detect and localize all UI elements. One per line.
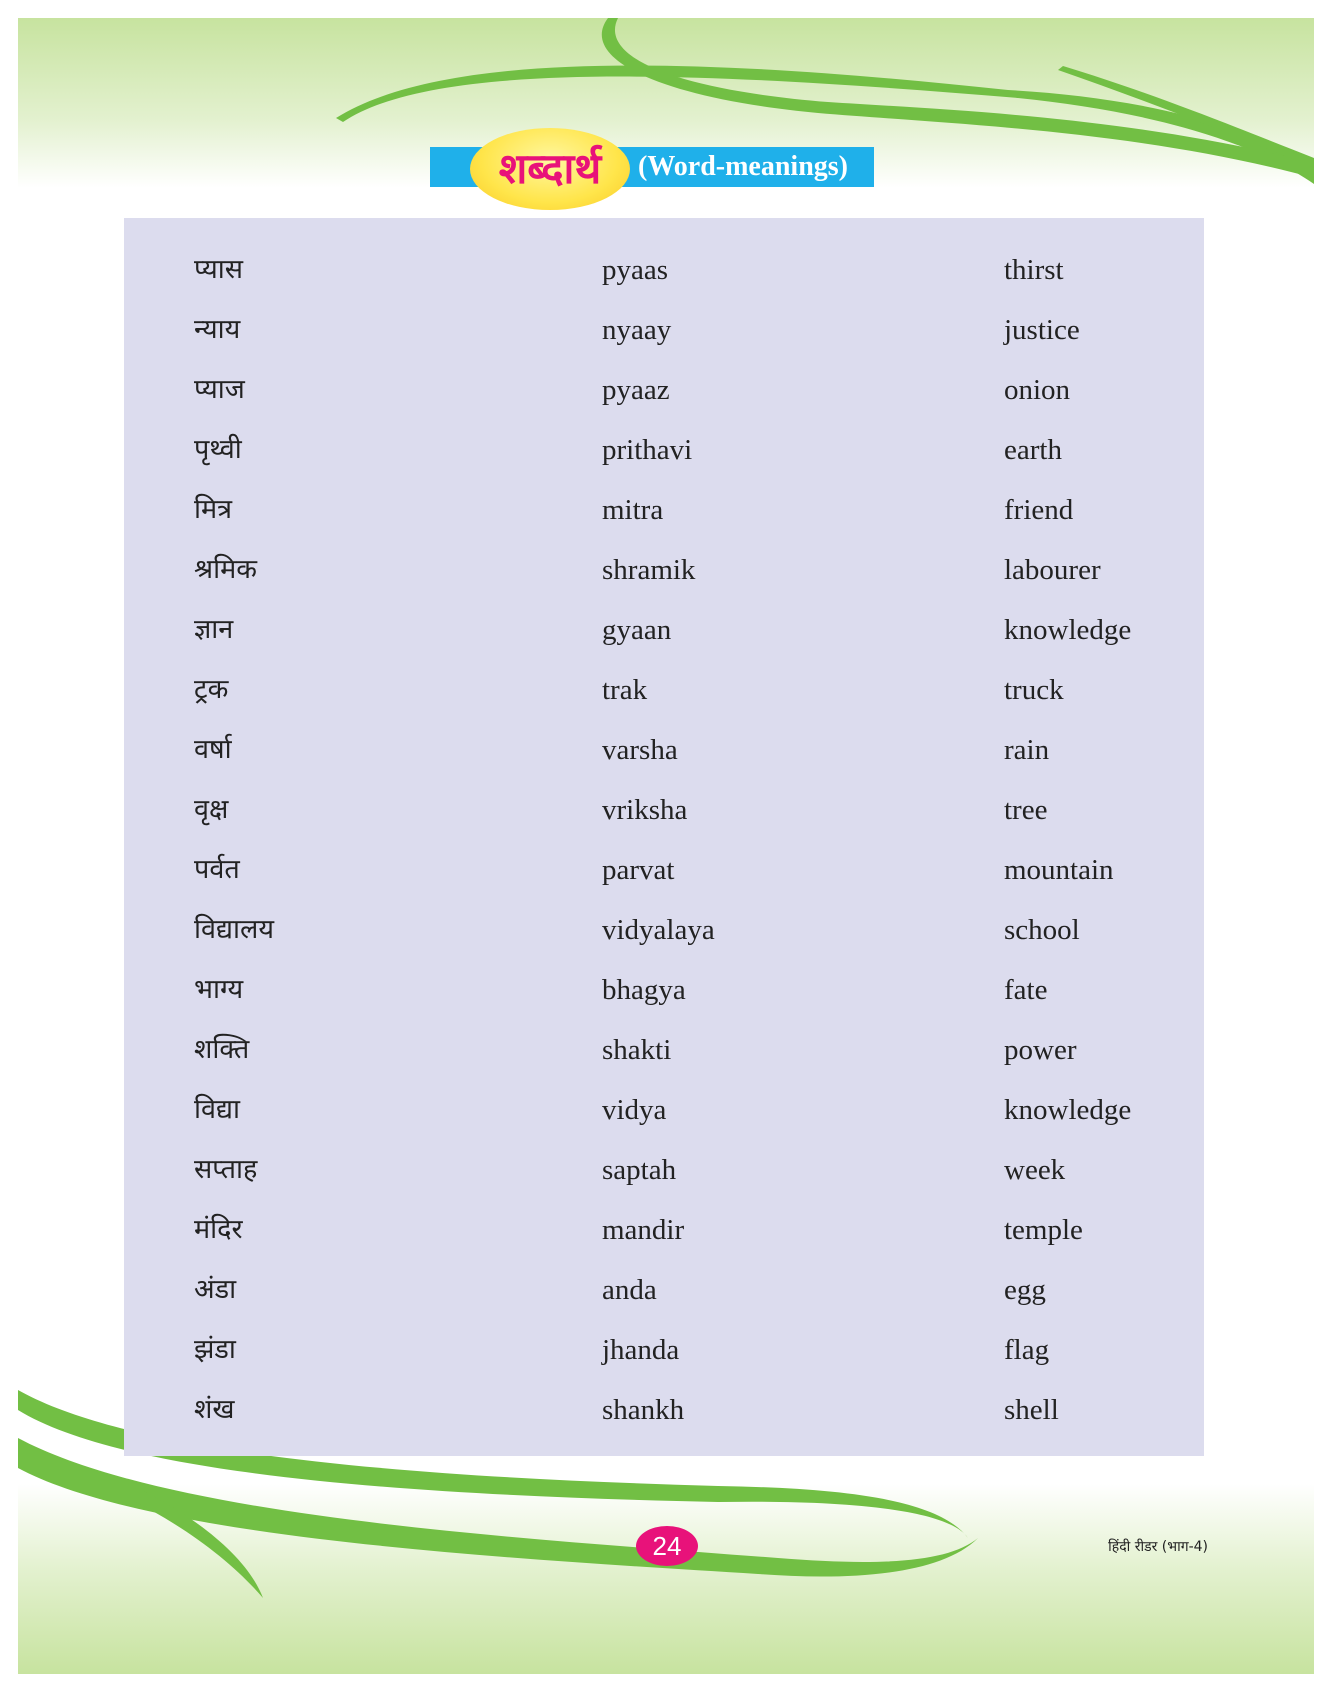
transliteration: parvat: [602, 854, 675, 886]
transliteration: mitra: [602, 494, 664, 526]
hindi-word: वर्षा: [194, 734, 232, 765]
transliteration: shankh: [602, 1394, 685, 1426]
hindi-word: सप्ताह: [194, 1154, 258, 1185]
glossary-row: [124, 480, 1204, 540]
hindi-word: भाग्य: [194, 974, 244, 1005]
hindi-word: वृक्ष: [194, 794, 229, 825]
transliteration: vriksha: [602, 794, 688, 826]
english-meaning: tree: [1004, 794, 1048, 826]
transliteration: vidyalaya: [602, 914, 715, 946]
page-number-badge: 24: [636, 1526, 698, 1566]
glossary-row: [124, 1200, 1204, 1260]
hindi-word: पृथ्वी: [194, 434, 242, 465]
hindi-word: झंडा: [194, 1334, 236, 1365]
english-meaning: temple: [1004, 1214, 1083, 1246]
glossary-row: [124, 360, 1204, 420]
hindi-word: अंडा: [194, 1274, 237, 1305]
transliteration: pyaaz: [602, 374, 670, 406]
transliteration: anda: [602, 1274, 657, 1306]
english-meaning: flag: [1004, 1334, 1050, 1366]
transliteration: shramik: [602, 554, 696, 586]
glossary-row: [124, 660, 1204, 720]
hindi-word: ज्ञान: [194, 614, 234, 645]
glossary-row: [124, 900, 1204, 960]
english-meaning: labourer: [1004, 554, 1101, 586]
transliteration: mandir: [602, 1214, 685, 1246]
transliteration: pyaas: [602, 254, 669, 286]
english-meaning: fate: [1004, 974, 1048, 1006]
transliteration: varsha: [602, 734, 678, 766]
english-meaning: power: [1004, 1034, 1077, 1066]
glossary-row: [124, 240, 1204, 300]
transliteration: gyaan: [602, 614, 672, 646]
hindi-word: प्यास: [194, 254, 244, 285]
hindi-word: विद्यालय: [194, 914, 274, 945]
english-meaning: week: [1004, 1154, 1066, 1186]
hindi-word: मित्र: [194, 494, 233, 525]
glossary-row: [124, 960, 1204, 1020]
english-meaning: friend: [1004, 494, 1074, 526]
hindi-word: मंदिर: [194, 1214, 243, 1245]
english-meaning: thirst: [1004, 254, 1064, 286]
english-meaning: truck: [1004, 674, 1064, 706]
english-meaning: shell: [1004, 1394, 1059, 1426]
glossary-row: [124, 420, 1204, 480]
page-title-english: (Word-meanings): [638, 151, 848, 182]
hindi-word: न्याय: [194, 314, 241, 345]
hindi-word: विद्या: [194, 1094, 241, 1125]
transliteration: vidya: [602, 1094, 667, 1126]
hindi-word: श्रमिक: [194, 554, 257, 585]
book-title: हिंदी रीडर (भाग-4): [1108, 1539, 1208, 1555]
transliteration: saptah: [602, 1154, 677, 1186]
english-meaning: earth: [1004, 434, 1062, 466]
hindi-word: पर्वत: [194, 854, 240, 885]
page-title-hindi: शब्दार्थ: [498, 144, 602, 193]
english-meaning: justice: [1004, 314, 1080, 346]
glossary-row: [124, 300, 1204, 360]
glossary-row: [124, 780, 1204, 840]
transliteration: nyaay: [602, 314, 672, 346]
glossary-row: [124, 1380, 1204, 1440]
english-meaning: egg: [1004, 1274, 1046, 1306]
glossary-row: [124, 1320, 1204, 1380]
english-meaning: onion: [1004, 374, 1071, 406]
glossary-row: [124, 600, 1204, 660]
english-meaning: knowledge: [1004, 614, 1132, 646]
transliteration: jhanda: [602, 1334, 680, 1366]
glossary-row: [124, 1140, 1204, 1200]
glossary-row: [124, 720, 1204, 780]
hindi-word: ट्रक: [194, 674, 229, 705]
hindi-word: शंख: [194, 1394, 235, 1425]
english-meaning: rain: [1004, 734, 1050, 766]
english-meaning: knowledge: [1004, 1094, 1132, 1126]
glossary-row: [124, 840, 1204, 900]
glossary-row: [124, 1080, 1204, 1140]
glossary-panel: [124, 218, 1204, 1456]
transliteration: bhagya: [602, 974, 686, 1006]
english-meaning: mountain: [1004, 854, 1114, 886]
transliteration: trak: [602, 674, 648, 706]
glossary-row: [124, 1020, 1204, 1080]
hindi-word: शक्ति: [194, 1034, 250, 1065]
glossary-row: [124, 1260, 1204, 1320]
glossary-row: [124, 540, 1204, 600]
transliteration: shakti: [602, 1034, 672, 1066]
english-meaning: school: [1004, 914, 1080, 946]
transliteration: prithavi: [602, 434, 693, 466]
hindi-word: प्याज: [194, 374, 245, 405]
